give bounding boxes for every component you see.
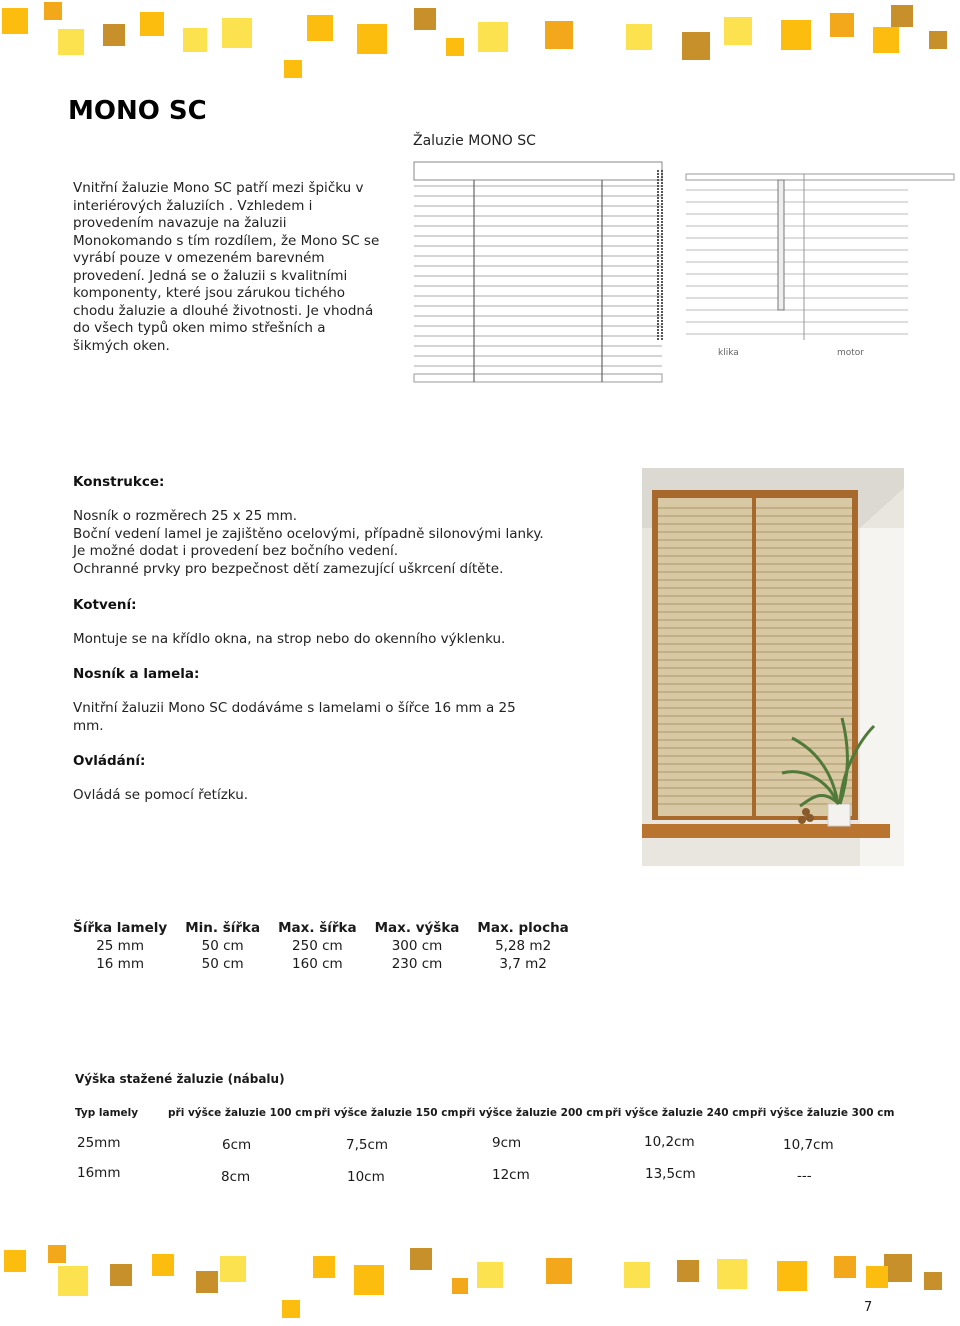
label-klika: klika bbox=[718, 348, 739, 358]
height-cell: 10cm bbox=[347, 1169, 385, 1185]
height-cell: 12cm bbox=[492, 1167, 530, 1183]
ovladani-text: Ovládá se pomocí řetízku. bbox=[73, 787, 249, 803]
spec-cell: 25 mm bbox=[96, 938, 144, 954]
spec-cell: 50 cm bbox=[201, 938, 244, 954]
spec-header-cell: Max. výška bbox=[374, 920, 460, 936]
kotveni-heading: Kotvení: bbox=[73, 597, 137, 613]
nosnik-text: Vnitřní žaluzii Mono SC dodáváme s lamelami o šířce 16 mm a 25 mm. bbox=[73, 700, 516, 734]
spec-cell: 160 cm bbox=[292, 956, 343, 972]
ovladani-heading: Ovládání: bbox=[73, 753, 146, 769]
konstrukce-heading: Konstrukce: bbox=[73, 474, 165, 490]
spec-table-header bbox=[73, 919, 587, 937]
height-cell: 9cm bbox=[492, 1135, 522, 1151]
spec-cell: 250 cm bbox=[292, 938, 343, 954]
spec-header-cell: Šířka lamely bbox=[73, 920, 168, 936]
konstrukce-line-1: Nosník o rozměrech 25 x 25 mm. bbox=[73, 508, 298, 524]
konstrukce-line-2: Boční vedení lamel je zajištěno ocelovými, případně silonovými lanky. Je možné dodat i provedení bez bočního vedení. bbox=[73, 525, 544, 559]
blind-technical-drawing bbox=[412, 160, 960, 386]
spec-cell: 300 cm bbox=[391, 938, 443, 954]
height-cell: 25mm bbox=[77, 1135, 121, 1151]
konstrukce-text bbox=[73, 508, 553, 578]
height-header-cell: Typ lamely bbox=[75, 1107, 139, 1119]
height-cell: 10,2cm bbox=[644, 1134, 695, 1150]
height-header-cell: při výšce žaluzie 150 cm bbox=[314, 1107, 459, 1119]
label-motor: motor bbox=[837, 348, 865, 358]
height-header-cell: při výšce žaluzie 240 cm bbox=[605, 1107, 750, 1119]
intro-paragraph: Vnitřní žaluzie Mono SC patří mezi špičku v interiérových žaluziích . Vzhledem i provedením navazuje na žaluzii Monokomando s tím rozdílem, že Mono SC se vyrábí pouze v omezeném barevném provedení. Jedná se o žaluzii s kvalitními komponenty, které jsou zárukou tichého chodu žaluzie a dlouhé životnosti. Je vhodná do všech typů oken mimo střešních a šikmých oken. bbox=[73, 180, 380, 354]
table-row bbox=[73, 955, 587, 973]
page-title: MONO SC bbox=[68, 96, 207, 126]
height-header-cell: při výšce žaluzie 100 cm bbox=[168, 1107, 313, 1119]
spec-cell: 5,28 m2 bbox=[495, 938, 552, 954]
height-cell: 16mm bbox=[77, 1165, 121, 1181]
window-blind-photo bbox=[642, 468, 904, 866]
spec-cell: 50 cm bbox=[201, 956, 244, 972]
spec-cell: 230 cm bbox=[391, 956, 443, 972]
konstrukce-line-3: Ochranné prvky pro bezpečnost dětí zamezující uškrcení dítěte. bbox=[73, 560, 504, 577]
height-cell: --- bbox=[797, 1168, 812, 1184]
kotveni-text: Montuje se na křídlo okna, na strop nebo do okenního výklenku. bbox=[73, 631, 506, 647]
table-row bbox=[73, 937, 587, 955]
spec-cell: 16 mm bbox=[96, 956, 144, 972]
spec-table bbox=[73, 919, 587, 973]
spec-header-cell: Max. šířka bbox=[278, 920, 357, 936]
height-cell: 8cm bbox=[221, 1169, 251, 1185]
height-header-cell: při výšce žaluzie 200 cm bbox=[459, 1107, 604, 1119]
height-header-cell: při výšce žaluzie 300 cm bbox=[750, 1107, 895, 1119]
spec-header-cell: Max. plocha bbox=[477, 920, 569, 936]
figure-caption: Žaluzie MONO SC bbox=[413, 133, 536, 149]
spec-cell: 3,7 m2 bbox=[499, 956, 547, 972]
spec-header-cell: Min. šířka bbox=[185, 920, 261, 936]
height-cell: 13,5cm bbox=[645, 1166, 696, 1182]
height-cell: 6cm bbox=[222, 1137, 252, 1153]
page-number: 7 bbox=[864, 1300, 873, 1315]
height-cell: 10,7cm bbox=[783, 1137, 834, 1153]
height-table-title: Výška stažené žaluzie (nábalu) bbox=[75, 1072, 285, 1086]
nosnik-heading: Nosník a lamela: bbox=[73, 666, 200, 682]
height-cell: 7,5cm bbox=[346, 1137, 389, 1153]
